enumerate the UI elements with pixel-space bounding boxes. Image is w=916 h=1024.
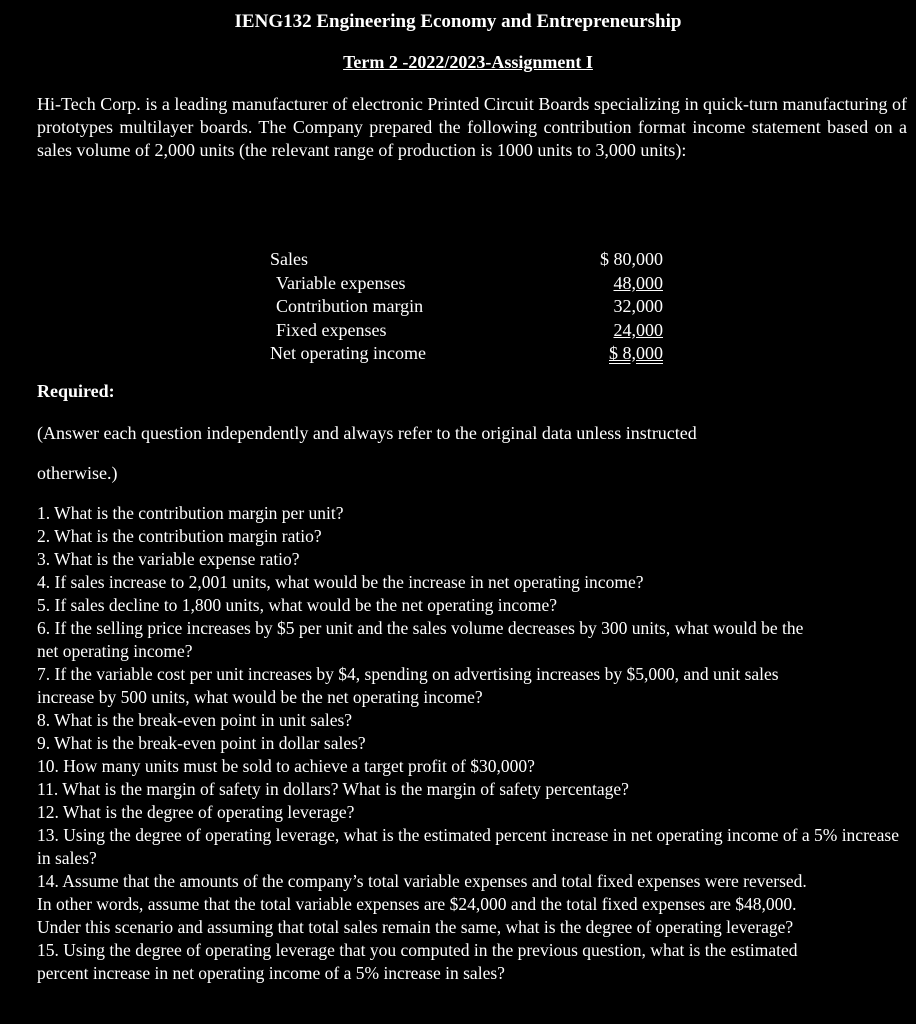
question-item: 1. What is the contribution margin per unit? [37, 503, 344, 523]
question-item: 7. If the variable cost per unit increases by $4, spending on advertising increases by $5,000, and unit sales increase by 500 units, what would be the net operating income? [37, 664, 779, 707]
required-heading: Required: [37, 381, 115, 401]
question-item: 12. What is the degree of operating leverage? [37, 802, 355, 822]
question-item: 10. How many units must be sold to achieve a target profit of $30,000? [37, 756, 535, 776]
instructions-note-line2: otherwise.) [37, 463, 118, 483]
assignment-subtitle-text: Term 2 -2022/2023-Assignment I [343, 52, 593, 72]
statement-label-variable-expenses: Variable expenses [276, 273, 406, 293]
statement-label-fixed-expenses: Fixed expenses [276, 320, 387, 340]
question-item: 2. What is the contribution margin ratio? [37, 526, 322, 546]
question-item: 13. Using the degree of operating leverage, what is the estimated percent increase in net operating income of a 5% increase in sales? [37, 825, 900, 868]
statement-label-net-operating-income: Net operating income [270, 343, 426, 363]
statement-amount-variable-expenses: 48,000 [613, 273, 663, 293]
document-title: IENG132 Engineering Economy and Entrepreneurship [234, 11, 682, 32]
assignment-subtitle [0, 50, 916, 74]
question-item: 9. What is the break-even point in dollar sales? [37, 733, 366, 753]
question-item: 11. What is the margin of safety in dollars? What is the margin of safety percentage? [37, 779, 629, 799]
statement-label-sales: Sales [270, 249, 308, 269]
statement-amount-contribution-margin: 32,000 [613, 296, 663, 316]
question-item: 15. Using the degree of operating leverage that you computed in the previous question, what is the estimated percent increase in net operating income of a 5% increase in sales? [37, 940, 798, 983]
question-item: 5. If sales decline to 1,800 units, what would be the net operating income? [37, 595, 558, 615]
intro-paragraph: Hi-Tech Corp. is a leading manufacturer of electronic Printed Circuit Boards specializing in quick-turn manufacturing of prototypes multilayer boards. The Company prepared the following contribution format income statement based on a sales volume of 2,000 units (the relevant range of production is 1000 units to 3,000 units): [37, 94, 907, 160]
statement-amount-sales: $ 80,000 [600, 249, 663, 269]
statement-amount-net-operating-income: $ 8,000 [609, 343, 663, 363]
question-list [37, 502, 907, 985]
question-item: 6. If the selling price increases by $5 per unit and the sales volume decreases by 300 units, what would be the net operating income? [37, 618, 804, 661]
statement-label-contribution-margin: Contribution margin [276, 296, 424, 316]
statement-amount-fixed-expenses: 24,000 [613, 320, 663, 340]
question-item: 8. What is the break-even point in unit sales? [37, 710, 353, 730]
question-item: 3. What is the variable expense ratio? [37, 549, 300, 569]
question-item: 14. Assume that the amounts of the company’s total variable expenses and total fixed expenses were reversed. In other words, assume that the total variable expenses are $24,000 and the total fixed expenses are $48,000. Under this scenario and assuming that total sales remain the same, what is the degree of operating leverage? [37, 871, 807, 937]
instructions-note-line1: (Answer each question independently and always refer to the original data unless instructed [37, 423, 697, 443]
question-item: 4. If sales increase to 2,001 units, what would be the increase in net operating income? [37, 572, 644, 592]
